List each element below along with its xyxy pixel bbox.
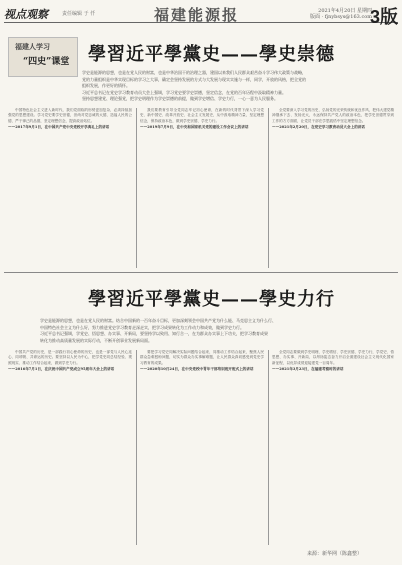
article2-column-2 xyxy=(140,350,264,545)
lead-line: 学史是能源的思想，也是在党人民的财富。结合中国新的一百年奋斗目标，更加深刻领会中国共产党为什么能、马克思主义为什么行、 xyxy=(40,318,276,323)
article1-column-2 xyxy=(140,108,264,268)
article2-lead xyxy=(40,318,380,344)
source-note: ——2017年9月1日，在中国共产党中央党校开学典礼上的讲话 xyxy=(8,125,110,130)
badge-line-2: “四史”课堂 xyxy=(23,57,70,67)
lead-line: 中国特色社会主义为什么好，努力推进党史学习教育走深走实，把学习成果转化为工作动力和成效，做到学史力行。 xyxy=(40,324,244,330)
article2-headline: 學習近平學黨史——學史力行 xyxy=(88,289,335,310)
lead-line: 习近平总书记强调，学党史、悟思想、办实事、开新局，要坚持学以致用、知行合一，在为群众办实事上下功夫，把学习教育成果 xyxy=(40,331,268,337)
article2-column-3 xyxy=(272,350,394,545)
paragraph: 全党要深入学习党的历史，弘扬党的光荣传统和优良作风，把伟大建党精神继承下去、发扬光大，永远保持共产党人的政治本色，把学史崇德贯穿到工作的方方面面，让党员干部在学思践悟中坚定理想信念。 xyxy=(272,108,394,123)
paragraph: 全党同志要做到学史明理、学史增信、学史崇德、学史力行，学党史、悟思想、办实事、开新局，以昂扬姿态奋力开启全面建设社会主义现代化国家新征程，以优异成绩迎接建党一百周年。 xyxy=(272,350,394,365)
source-note: ——2019年7月9日，在中央和国家机关党的建设工作会议上的讲话 xyxy=(140,125,249,130)
lead-line: 学史是能源的思想，也是在党人民的财富，也是中华治国干的治理之器，建国以来我们人民群众艰苦奋斗学习伟大政策与战略， xyxy=(82,70,306,75)
paragraph: 中国特色社会主义进入新时代，我们党面临的形势更加复杂，必须持续加强党的思想建设。学习党史要学史崇德，崇尚对党忠诚的大德、造福人民的公德、严于律己的品德，坚定理想信念，提高政治站位。 xyxy=(8,108,132,123)
source-note: ——2021年3月23日，在福建考察时的讲话 xyxy=(272,367,344,372)
section-editor: 责任编辑 于 仟 xyxy=(62,11,96,17)
column-divider xyxy=(268,108,269,268)
lead-line: 党的力量组织是中华实现目标的学习之大事，确定会坚持发展的方式与大发展与现实实施与一样，同学，开放的风格，把全党的 xyxy=(82,76,306,82)
source-note: ——2016年7月1日，在庆祝中国共产党成立95周年大会上的讲话 xyxy=(8,367,115,372)
paragraph: 要把学习党史同解决实际问题结合起来，同推动工作结合起来，聚焦人民群众急难愁盼问题，切实为群众办实事解难题，让人民群众真切感受到党史学习教育的成果。 xyxy=(140,350,264,365)
paragraph: 中国共产党的历史，是一部践行初心使命的历史，也是一部党与人民心连心、同呼吸、共命运的历史。要坚持以人民为中心，把学党史同总结经验、观照现实、推动工作结合起来，做到学史力行。 xyxy=(8,350,132,365)
paper-name-logo: 福建能源报 xyxy=(154,6,240,24)
article1-headline: 學習近平學黨史——學史崇德 xyxy=(88,44,335,65)
lead-line: 习近平总书记在党史学习教育动员大会上强调，学习党史要学史崇德，坚定信念，在党的百年历程中汲取精神力量。 xyxy=(82,89,286,95)
section-title: 视点观察 xyxy=(4,8,48,21)
lead-line: 坚持思想建党、理论强党，把学史明理作为学史崇德的前提，做到学史增信、学史力行，一心一意为人民服务。 xyxy=(82,96,278,102)
article1-column-3 xyxy=(272,108,394,268)
article1-lead xyxy=(82,70,394,103)
section-divider xyxy=(4,272,398,273)
column-divider xyxy=(268,350,269,545)
issue-date xyxy=(310,8,372,20)
article1-column-1 xyxy=(8,108,132,268)
lead-line: 转化为推动高质量发展的实际行动，不断开创事业发展新局面。 xyxy=(40,337,152,343)
column-divider xyxy=(136,350,137,545)
lead-line: 组织发展，作更好的情怀。 xyxy=(82,83,130,89)
article2-column-1 xyxy=(8,350,132,545)
source-note: ——2020年10月24日，在中央党校中青年干部培训班开班式上的讲话 xyxy=(140,367,254,372)
issue-date-line: 2021年4月20日 星期四 xyxy=(318,8,372,14)
source-note: ——2021年2月20日，在党史学习教育动员大会上的讲话 xyxy=(272,125,365,130)
paragraph: 我们要教育引导全党同志牢记初心使命，在新的时代背景下深入学习党史、新中国史、改革开放史、社会主义发展史，从中汲取精神力量，坚定理想信念，保持政治本色，做到学史崇德、学史力行。 xyxy=(140,108,264,123)
masthead xyxy=(4,4,398,27)
badge-line-1: 福建人学习 xyxy=(15,42,50,51)
source-credit: 来源：新华网（陈鑫整） xyxy=(306,551,362,557)
column-divider xyxy=(136,108,137,268)
column-badge xyxy=(8,37,78,77)
page-number: 3版 xyxy=(369,7,398,27)
issue-contact-line: 版面 · fjnybsys@163.com xyxy=(309,14,372,20)
